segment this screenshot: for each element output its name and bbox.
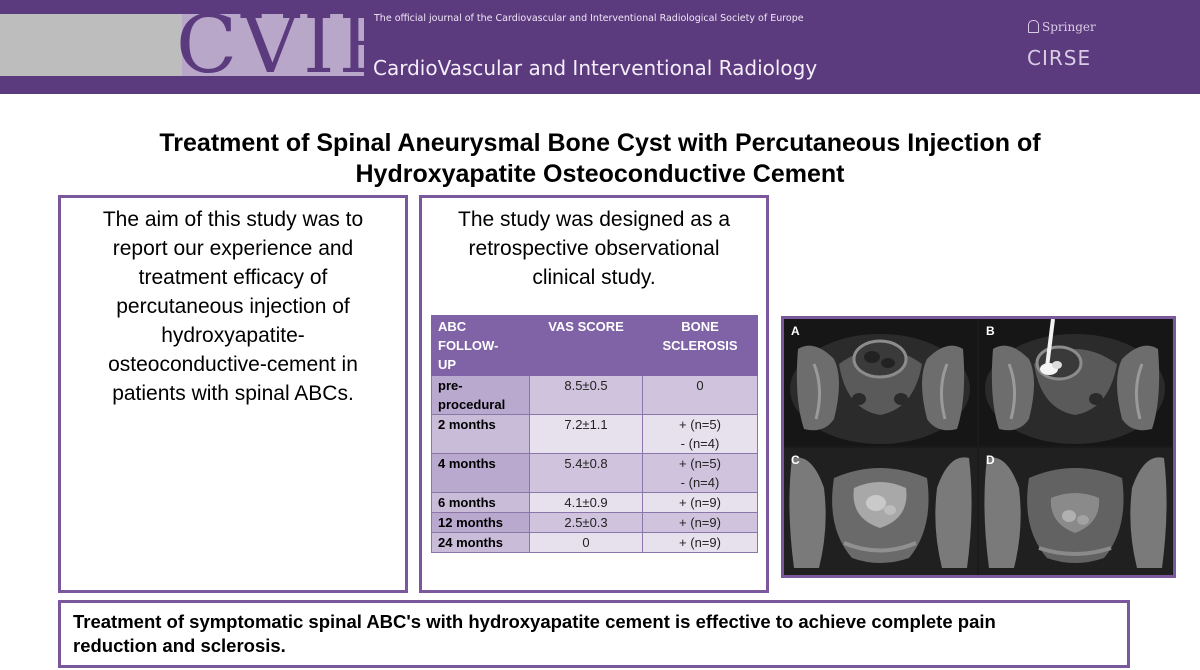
ct-scan-d-image <box>979 448 1172 575</box>
header-text: BONE <box>681 319 719 334</box>
ct-panel-d <box>979 448 1172 575</box>
cirse-logo: CIRSE <box>1027 46 1092 70</box>
label-text: 4 months <box>438 456 496 471</box>
design-line: clinical study. <box>532 266 656 289</box>
header-text: FOLLOW- <box>438 338 499 353</box>
sclerosis-cell <box>643 513 758 533</box>
panel-label-d: D <box>986 453 995 467</box>
title-line-1: Treatment of Spinal Aneurysmal Bone Cyst with Percutaneous Injection of <box>159 129 1041 157</box>
vas-cell: 2.5±0.3 <box>530 513 643 533</box>
sclerosis-text: - (n=4) <box>680 436 720 451</box>
sclerosis-text: - (n=4) <box>680 475 720 490</box>
table-row <box>432 454 758 493</box>
springer-label: Springer <box>1042 20 1096 34</box>
springer-horse-icon <box>1028 20 1039 33</box>
row-label <box>432 454 530 493</box>
sclerosis-text: 0 <box>696 378 704 393</box>
banner-grey-band <box>0 14 182 76</box>
ct-panel-c <box>784 448 977 575</box>
panel-label-c: C <box>791 453 800 467</box>
table-row <box>432 415 758 454</box>
table-row <box>432 493 758 513</box>
label-text: 12 months <box>438 515 504 530</box>
header-text: VAS SCORE <box>548 319 624 334</box>
header-vas-score <box>530 316 643 376</box>
aim-box <box>58 195 408 593</box>
conclusion-line-2: reduction and sclerosis. <box>73 635 286 656</box>
ct-scan-b-image <box>979 319 1172 446</box>
journal-banner <box>0 0 1200 94</box>
sclerosis-cell <box>643 415 758 454</box>
header-text: UP <box>438 357 457 372</box>
ct-scan-c-image <box>784 448 977 575</box>
aim-line: percutaneous injection of <box>116 295 350 318</box>
journal-name: CardioVascular and Interventional Radiology <box>373 56 818 80</box>
design-line: The study was designed as a <box>458 208 730 231</box>
table-header-row <box>432 316 758 376</box>
sclerosis-text: + (n=9) <box>679 515 721 530</box>
conclusion-box <box>58 600 1130 668</box>
row-label <box>432 513 530 533</box>
aim-line: report our experience and <box>112 237 354 260</box>
row-label <box>432 415 530 454</box>
table-row <box>432 376 758 415</box>
label-text: 2 months <box>438 417 496 432</box>
aim-line: osteoconductive-cement in <box>108 353 358 376</box>
sclerosis-text: + (n=9) <box>679 535 721 550</box>
sclerosis-cell <box>643 376 758 415</box>
label-text: 6 months <box>438 495 496 510</box>
ct-scan-a-image <box>784 319 977 446</box>
aim-text <box>61 205 405 408</box>
vas-cell: 0 <box>530 533 643 553</box>
label-text: 24 months <box>438 535 504 550</box>
design-text <box>422 205 766 292</box>
table-row <box>432 533 758 553</box>
row-label <box>432 533 530 553</box>
vas-cell: 7.2±1.1 <box>530 415 643 454</box>
panel-label-a: A <box>791 324 800 338</box>
header-bone-sclerosis <box>643 316 758 376</box>
header-text: ABC <box>438 319 467 334</box>
springer-logo <box>1028 20 1096 34</box>
poster-title <box>60 128 1140 190</box>
panel-label-b: B <box>986 324 995 338</box>
vas-cell: 8.5±0.5 <box>530 376 643 415</box>
header-abc-followup <box>432 316 530 376</box>
label-text: procedural <box>438 397 506 412</box>
ct-panel-b <box>979 319 1172 446</box>
followup-table <box>431 315 758 553</box>
journal-tagline: The official journal of the Cardiovascular and Interventional Radiological Society of Europe <box>374 13 804 24</box>
sclerosis-cell <box>643 533 758 553</box>
sclerosis-cell <box>643 454 758 493</box>
sclerosis-text: + (n=5) <box>679 417 721 432</box>
ct-image-grid <box>781 316 1176 578</box>
ct-panel-a <box>784 319 977 446</box>
conclusion-text <box>73 610 1113 658</box>
sclerosis-text: + (n=5) <box>679 456 721 471</box>
aim-line: The aim of this study was to <box>102 208 364 231</box>
vas-cell: 4.1±0.9 <box>530 493 643 513</box>
sclerosis-cell <box>643 493 758 513</box>
conclusion-line-1: Treatment of symptomatic spinal ABC's with hydroxyapatite cement is effective to achieve complete pain <box>73 611 996 632</box>
header-text: SCLEROSIS <box>662 338 738 353</box>
label-text: pre- <box>438 378 463 393</box>
row-label <box>432 376 530 415</box>
row-label <box>432 493 530 513</box>
design-line: retrospective observational <box>468 237 720 260</box>
vas-cell: 5.4±0.8 <box>530 454 643 493</box>
cvir-logo: CVIR <box>176 0 403 91</box>
aim-line: patients with spinal ABCs. <box>112 382 354 405</box>
table-row <box>432 513 758 533</box>
sclerosis-text: + (n=9) <box>679 495 721 510</box>
aim-line: treatment efficacy of <box>138 266 328 289</box>
title-line-2: Hydroxyapatite Osteoconductive Cement <box>355 160 845 188</box>
aim-line: hydroxyapatite- <box>161 324 305 347</box>
